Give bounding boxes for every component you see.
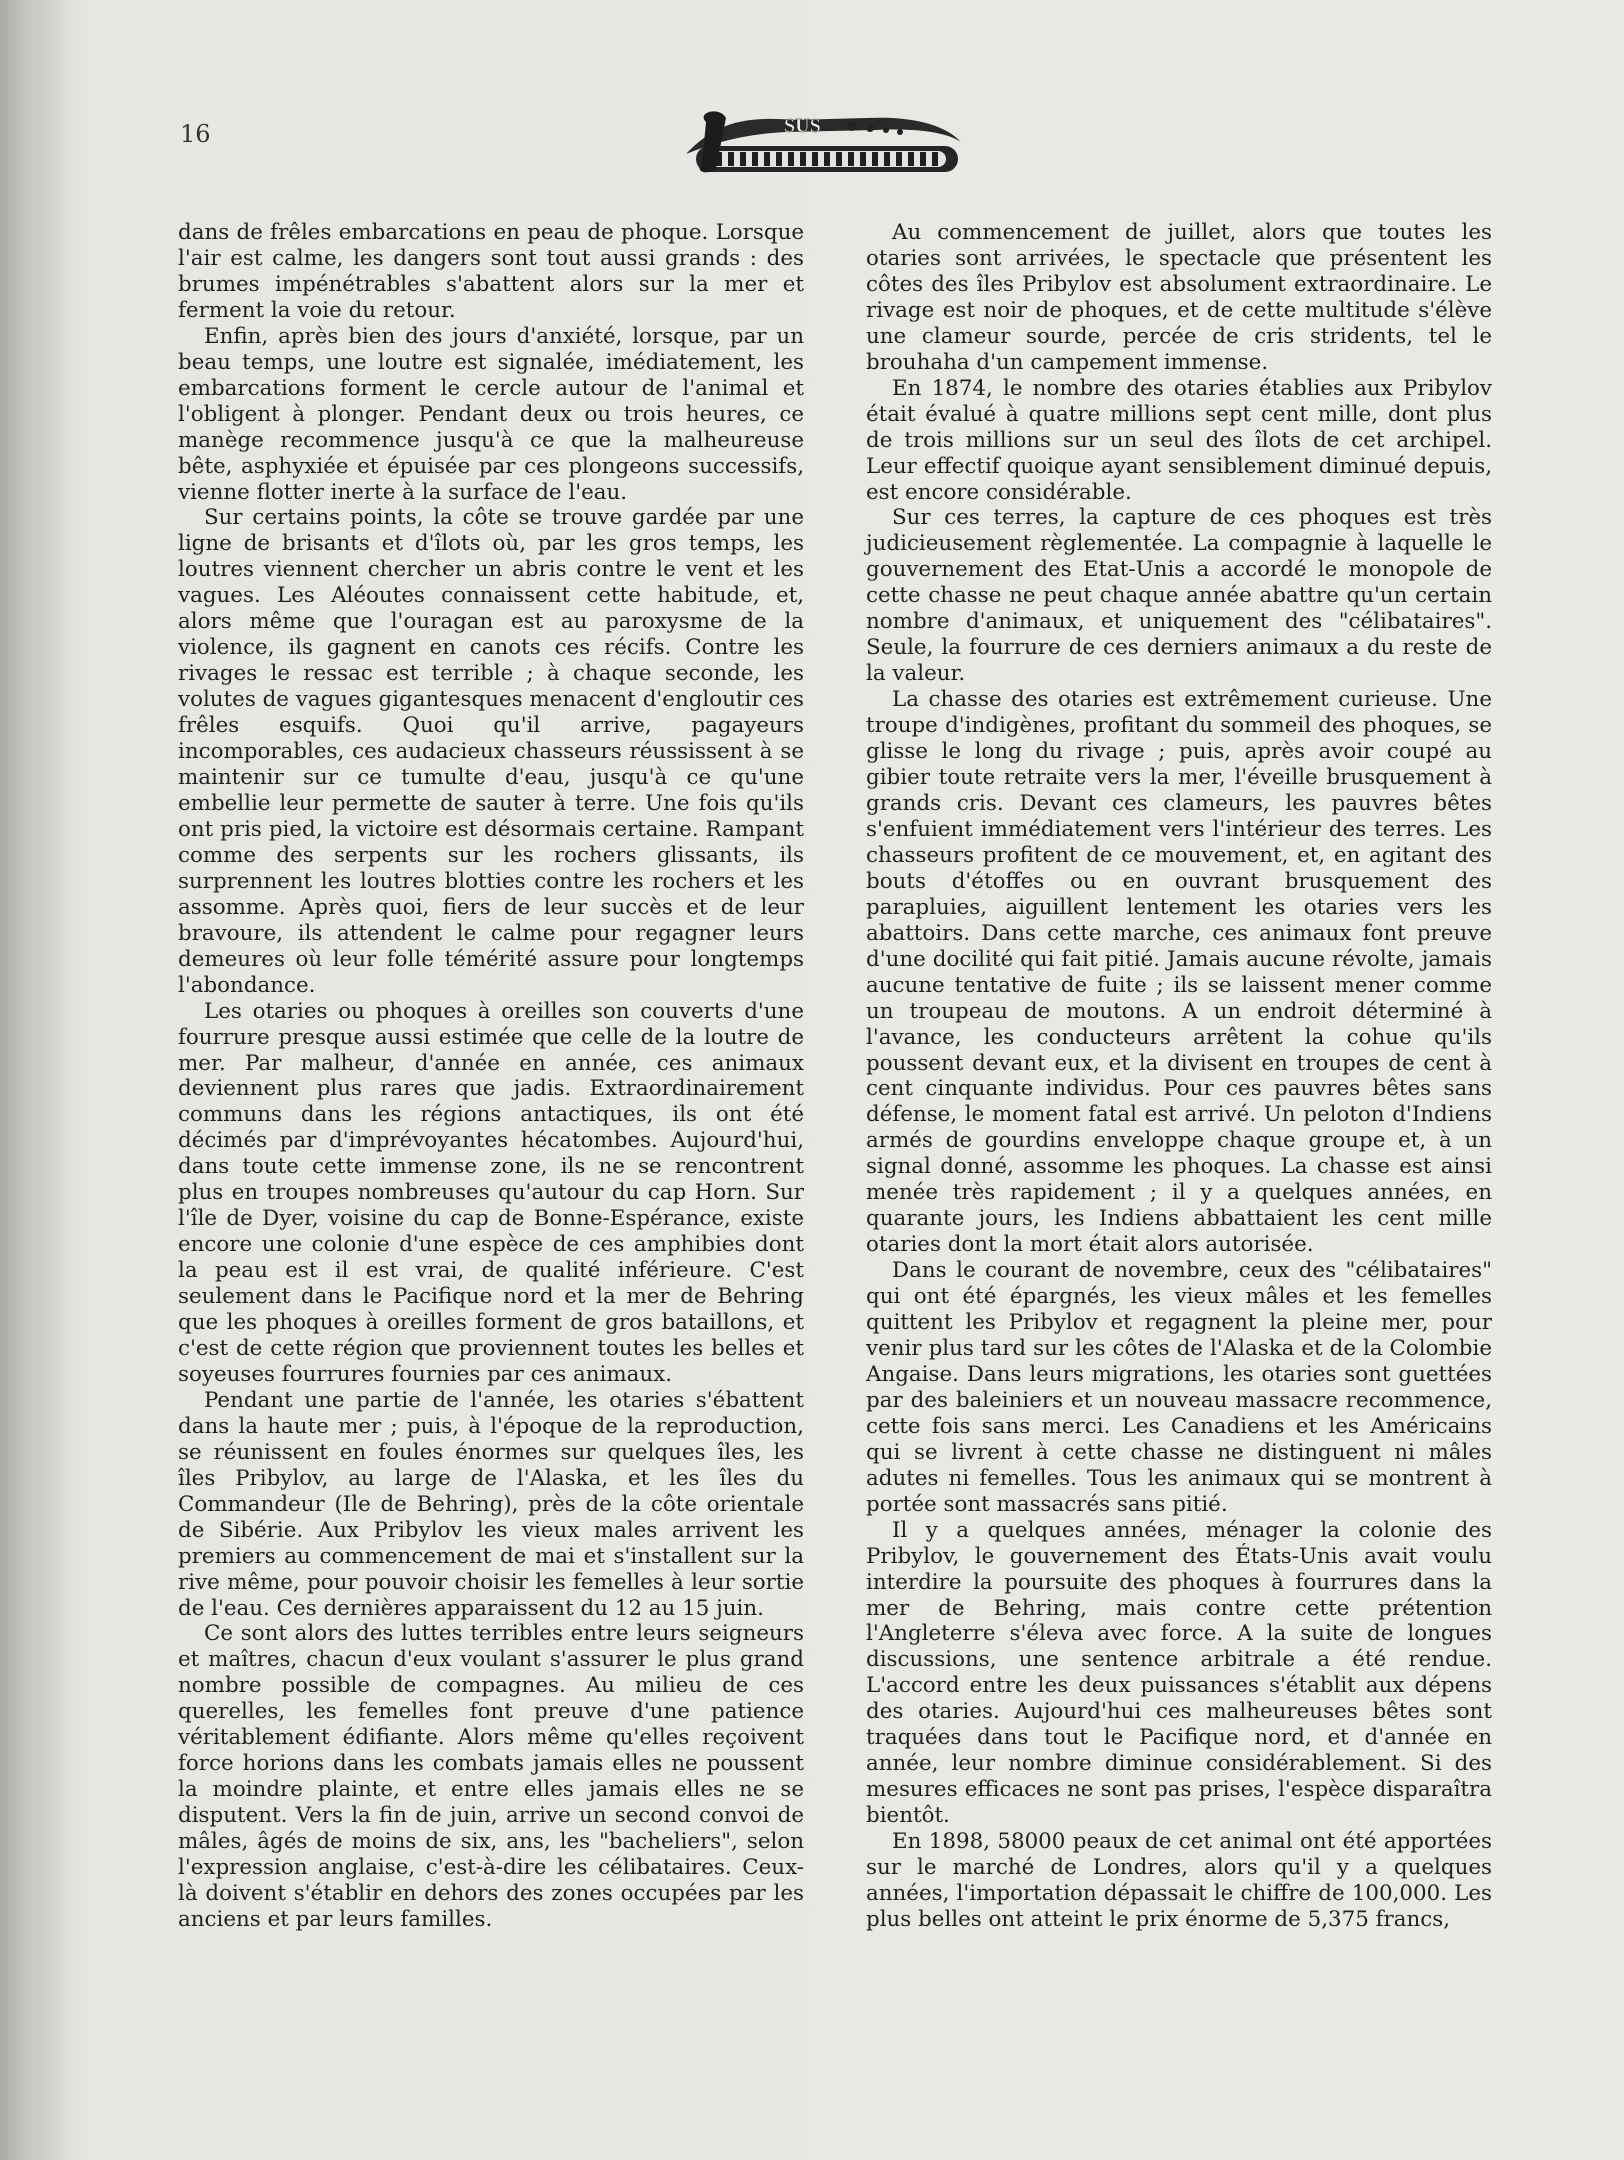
paragraph: En 1898, 58000 peaux de cet animal ont été apportées sur le marché de Londres, alors qu'il y a quelques années, l'importation dépassait le chiffre de 100,000. Les plus belles ont atteint le prix énorme de 5,375 francs, bbox=[866, 1829, 1492, 1932]
paragraph: Il y a quelques années, ménager la colonie des Pribylov, le gouvernement des États-Unis avait voulu interdire la poursuite des phoques à fourrures dans la mer de Behring, mais contre cette prétention l'Angleterre s'éleva avec force. A la suite de longues discussions, une sentence arbitrale a été rendue. L'accord entre les deux puissances s'établit aux dépens des otaries. Aujourd'hui ces malheureuses bêtes sont traquées dans tout le Pacifique nord, et d'année en année, leur nombre diminue considérablement. Si des mesures efficaces ne sont pas prises, l'espèce disparaîtra bientôt. bbox=[866, 1517, 1492, 1829]
paragraph: Sur certains points, la côte se trouve gardée par une ligne de brisants et d'îlots où, par les gros temps, les loutres viennent chercher un abris contre le vent et les vagues. Les Aléoutes connaissent cette habitude, et, alors même que l'ouragan est au paroxysme de la violence, ils gagnent en canots ces récifs. Contre les rivages le ressac est terrible ; à chaque seconde, les volutes de vagues gigantesques menacent d'engloutir ces frêles esquifs. Quoi qu'il arrive, pagayeurs incomporables, ces audacieux chasseurs réussissent à se maintenir sur ce tumulte d'eau, jusqu'à ce qu'une embellie leur permette de sauter à terre. Une fois qu'ils ont pris pied, la victoire est désormais certaine. Rampant comme des serpents sur les rochers glissants, ils surprennent les loutres blotties contre les rochers et les assomme. Après quoi, fiers de leur succès et de leur bravoure, ils attendent le calme pour regagner leurs demeures où leur folle témérité assure pour longtemps l'abondance. bbox=[178, 505, 804, 998]
right-column bbox=[866, 220, 1492, 1933]
paragraph: Les otaries ou phoques à oreilles son couverts d'une fourrure presque aussi estimée que celle de la loutre de mer. Par malheur, d'année en année, ces animaux deviennent plus rares que jadis. Extraordinairement communs dans les régions antactiques, ils ont été décimés par d'imprévoyantes hécatombes. Aujourd'hui, dans toute cette immense zone, ils ne se rencontrent plus en troupes nombreuses qu'autour du cap Horn. Sur l'île de Dyer, voisine du cap de Bonne-Espérance, existe encore une colonie d'une espèce de ces amphibies dont la peau est il est vrai, de qualité inférieure. C'est seulement dans le Pacifique nord et la mer de Behring que les phoques à oreilles forment de gros bataillons, et c'est de cette région que proviennent toutes les belles et soyeuses fourrures fournies par ces animaux. bbox=[178, 998, 804, 1387]
masthead-logo bbox=[676, 102, 968, 182]
paragraph: La chasse des otaries est extrêmement curieuse. Une troupe d'indigènes, profitant du sommeil des phoques, se glisse le long du rivage ; puis, après avoir coupé au gibier toute retraite vers la mer, l'éveille brusquement à grands cris. Devant ces clameurs, les pauvres bêtes s'enfuient immédiatement vers l'intérieur des terres. Les chasseurs profitent de ce mouvement, et, en agitant des bouts d'étoffes ou en ouvrant brusquement des parapluies, aiguillent lentement les otaries vers les abattoirs. Dans cette marche, ces animaux font preuve d'une docilité qui fait pitié. Jamais aucune révolte, jamais aucune tentative de fuite ; ils se laissent mener comme un troupeau de moutons. A un endroit déterminé à l'avance, les conducteurs arrêtent la cohue qu'ils poussent devant eux, et la divisent en troupes de cent à cent cinquante individus. Pour ces pauvres bêtes sans défense, le moment fatal est arrivé. Un peloton d'Indiens armés de gourdins enveloppe chaque groupe et, à un signal donné, assomme les phoques. La chasse est ainsi menée très rapidement ; il y a quelques années, en quarante jours, les Indiens abbattaient les cent mille otaries dont la mort était alors autorisée. bbox=[866, 687, 1492, 1258]
paragraph: En 1874, le nombre des otaries établies aux Pribylov était évalué à quatre millions sept cent mille, dont plus de trois millions sur un seul des îlots de cet archipel. Leur effectif quoique ayant sensiblement diminué depuis, est encore considérable. bbox=[866, 375, 1492, 505]
paragraph: Enfin, après bien des jours d'anxiété, lorsque, par un beau temps, une loutre est signalée, imédiatement, les embarcations forment le cercle autour de l'animal et l'obligent à plonger. Pendant deux ou trois heures, ce manège recommence jusqu'à ce que la malheureuse bête, asphyxiée et épuisée par ces plongeons successifs, vienne flotter inerte à la surface de l'eau. bbox=[178, 323, 804, 505]
paragraph: Ce sont alors des luttes terribles entre leurs seigneurs et maîtres, chacun d'eux voulant s'assurer le plus grand nombre possible de compagnes. Au milieu de ces querelles, les femelles font preuve d'une patience véritablement édifiante. Alors même qu'elles reçoivent force horions dans les combats jamais elles ne poussent la moindre plainte, et entre elles jamais elles ne se disputent. Vers la fin de juin, arrive un second convoi de mâles, âgés de moins de six, ans, les "bacheliers", selon l'expression anglaise, c'est-à-dire les célibataires. Ceux-là doivent s'établir en dehors des zones occupées par les anciens et par leurs familles. bbox=[178, 1621, 804, 1932]
svg-text:SUS: SUS bbox=[784, 115, 821, 137]
paragraph: Sur ces terres, la capture de ces phoques est très judicieusement règlementée. La compagnie à laquelle le gouvernement des Etat-Unis a accordé le monopole de cette chasse ne peut chaque année abattre qu'un certain nombre d'animaux, et uniquement des "célibataires". Seule, la fourrure de ces derniers animaux a du reste de la valeur. bbox=[866, 505, 1492, 687]
paragraph: Dans le courant de novembre, ceux des "célibataires" qui ont été épargnés, les vieux mâles et les femelles quittent les Pribylov et regagnent la pleine mer, pour venir plus tard sur les côtes de l'Alaska et de la Colombie Angaise. Dans leurs migrations, les otaries sont guettées par des baleiniers et un nouveau massacre recommence, cette fois sans merci. Les Canadiens et les Américains qui se livrent à cette chasse ne distinguent ni mâles adutes ni femelles. Tous les animaux qui se montrent à portée sont massacrés sans pitié. bbox=[866, 1258, 1492, 1517]
paragraph: Pendant une partie de l'année, les otaries s'ébattent dans la haute mer ; puis, à l'époque de la reproduction, se réunissent en foules énormes sur quelques îles, les îles Pribylov, au large de l'Alaska, et les îles du Commandeur (Ile de Behring), près de la côte orientale de Sibérie. Aux Pribylov les vieux males arrivent les premiers au commencement de mai et s'installent sur la rive même, pour pouvoir choisir les femelles à leur sortie de l'eau. Ces dernières apparaissent du 12 au 15 juin. bbox=[178, 1387, 804, 1621]
paragraph: Au commencement de juillet, alors que toutes les otaries sont arrivées, le spectacle que présentent les côtes des îles Pribylov est absolument extraordinaire. Le rivage est noir de phoques, et de cette multitude s'élève une clameur sourde, percée de cris stridents, tel le brouhaha d'un campement immense. bbox=[866, 220, 1492, 375]
left-column bbox=[178, 220, 804, 1933]
binding-shadow bbox=[0, 0, 70, 2160]
page-number: 16 bbox=[180, 120, 211, 148]
paragraph: dans de frêles embarcations en peau de phoque. Lorsque l'air est calme, les dangers sont tout aussi grands : des brumes impénétrables s'abattent alors sur la mer et ferment la voie du retour. bbox=[178, 220, 804, 323]
